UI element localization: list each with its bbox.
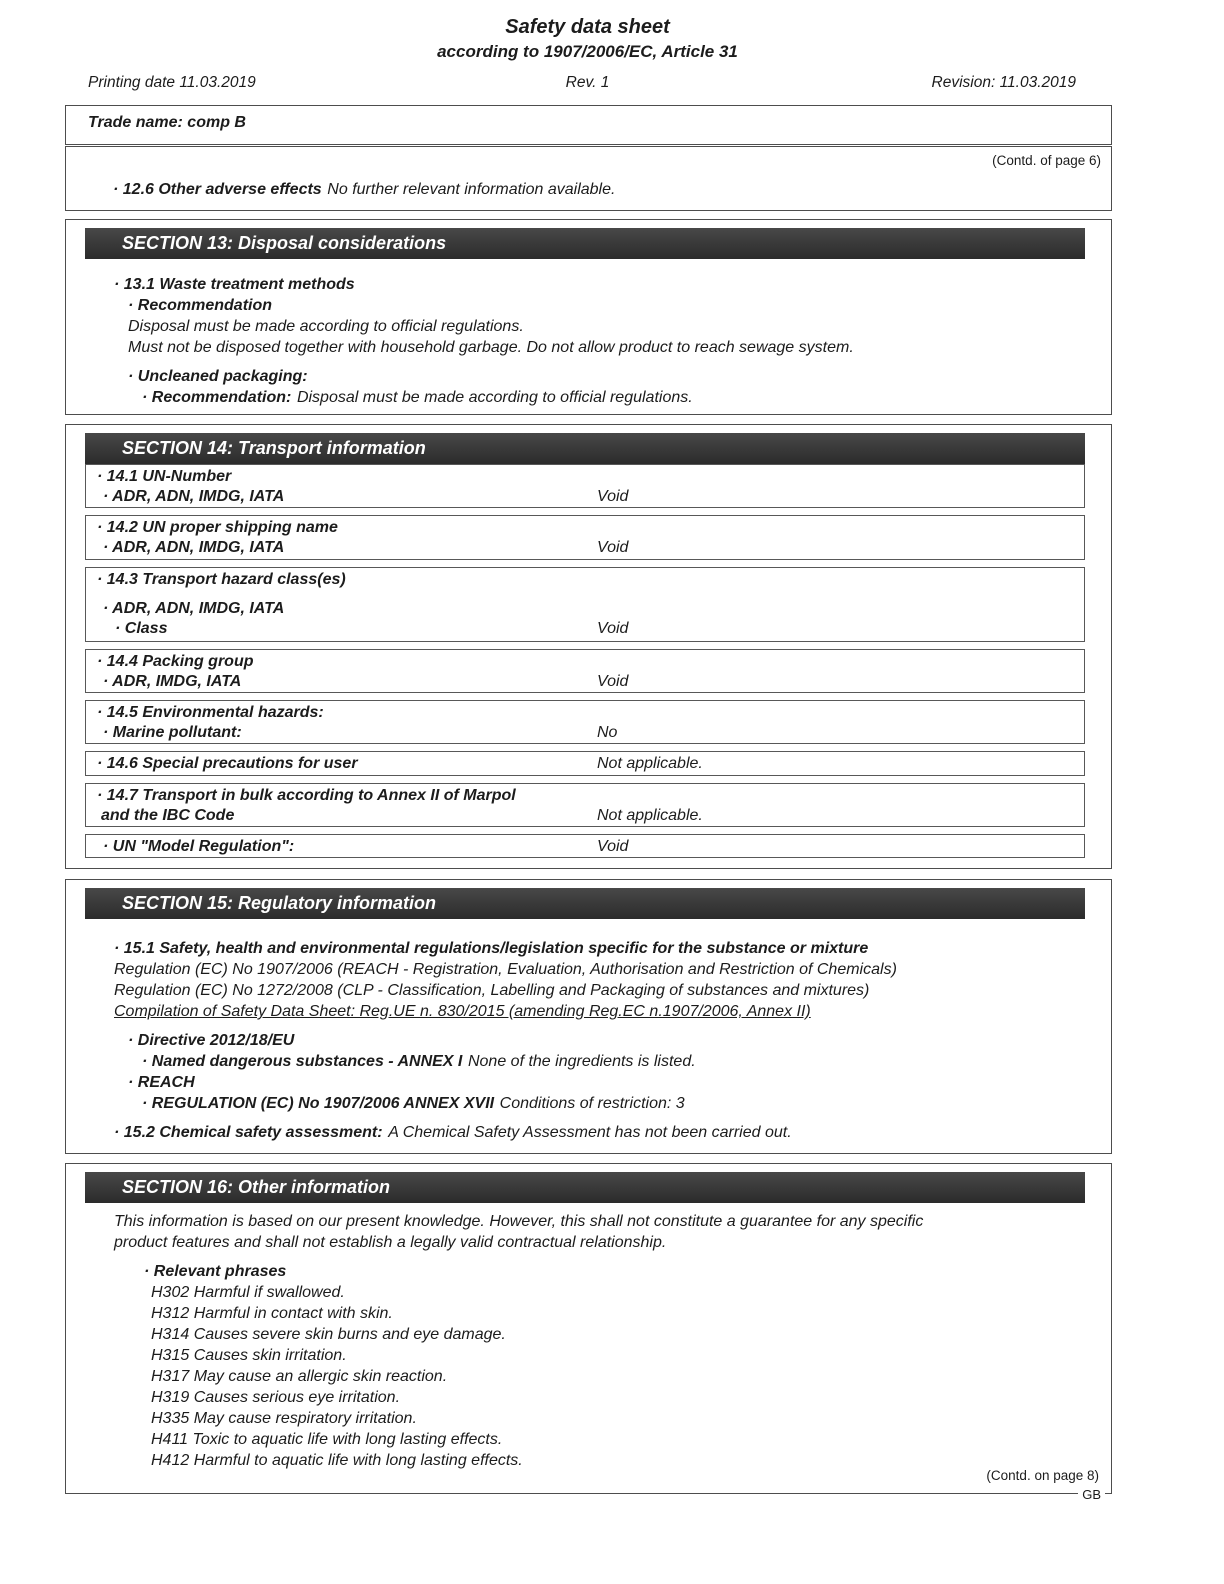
line-named-dangerous-label: · Named dangerous substances - ANNEX I — [142, 1053, 463, 1070]
line-disposal: Disposal must be made according to official regulations. — [128, 318, 524, 335]
line-annex-xvii — [66, 1093, 1111, 1114]
line-directive: · Directive 2012/18/EU — [128, 1032, 295, 1049]
h-phrase-h315: H315 Causes skin irritation. — [151, 1347, 347, 1364]
line-13-1: · 13.1 Waste treatment methods — [114, 276, 355, 293]
line-reach: · REACH — [128, 1074, 195, 1091]
row-14-4-value: Void — [597, 673, 629, 690]
row-14-4-sub-label: · ADR, IMDG, IATA — [103, 673, 242, 690]
section-15-title: SECTION 15: Regulatory information — [122, 893, 437, 913]
row-14-7 — [85, 783, 1085, 827]
section-13-header — [85, 228, 1085, 259]
row-un-model-regulation-value: Void — [597, 838, 629, 855]
row-14-6 — [85, 751, 1085, 776]
line-household: Must not be disposed together with household garbage. Do not allow product to reach sewage system. — [128, 339, 854, 356]
row-14-1-value: Void — [597, 488, 629, 505]
row-14-1-heading: · 14.1 UN-Number — [97, 468, 232, 485]
row-14-3-class-label: · Class — [115, 620, 168, 637]
row-14-3-class — [86, 619, 1084, 639]
contd-note-bottom: (Contd. on page 8) — [986, 1468, 1099, 1483]
section-14-title: SECTION 14: Transport information — [122, 438, 426, 458]
row-14-2-sub-label: · ADR, ADN, IMDG, IATA — [103, 539, 285, 556]
rev-number: Rev. 1 — [565, 74, 610, 91]
row-14-5-heading: · 14.5 Environmental hazards: — [97, 704, 324, 721]
row-un-model-regulation — [85, 834, 1085, 858]
line-clp-regulation: Regulation (EC) No 1272/2008 (CLP - Classification, Labelling and Packaging of substances and mixtures) — [114, 982, 870, 999]
contd-note-top: (Contd. of page 6) — [992, 153, 1101, 168]
continuation-box — [65, 146, 1112, 211]
row-14-5 — [85, 700, 1085, 744]
h-phrase-h411: H411 Toxic to aquatic life with long lasting effects. — [151, 1431, 503, 1448]
row-14-5-value: No — [597, 724, 618, 741]
disclaimer-line-1: This information is based on our present knowledge. However, this shall not constitute a guarantee for any specific — [114, 1213, 924, 1230]
h-phrase-h314: H314 Causes severe skin burns and eye damage. — [151, 1326, 506, 1343]
line-uncleaned-packaging: · Uncleaned packaging: — [128, 368, 308, 385]
h-phrase-h319: H319 Causes serious eye irritation. — [151, 1389, 401, 1406]
line-recommendation: · Recommendation — [128, 297, 273, 314]
row-14-3-heading: · 14.3 Transport hazard class(es) — [97, 571, 346, 588]
section-16-header — [85, 1172, 1085, 1203]
section-16-title: SECTION 16: Other information — [122, 1177, 391, 1197]
row-14-7-heading: · 14.7 Transport in bulk according to Annex II of Marpol — [97, 787, 516, 804]
row-14-1-sub-label: · ADR, ADN, IMDG, IATA — [103, 488, 285, 505]
line-compilation-text: Compilation of Safety Data Sheet: Reg.UE n. 830/2015 (amending Reg.EC n.1907/2006, Annex II) — [114, 1003, 811, 1020]
row-un-model-regulation-label: · UN "Model Regulation": — [103, 838, 295, 855]
line-12-6-text: No further relevant information available. — [327, 181, 616, 198]
line-15-2 — [66, 1122, 1111, 1143]
country-code: GB — [1078, 1487, 1105, 1502]
line-15-1: · 15.1 Safety, health and environmental regulations/legislation specific for the substance or mixture — [114, 940, 869, 957]
row-14-4-sub — [86, 672, 1084, 692]
h-phrase-h317: H317 May cause an allergic skin reaction. — [151, 1368, 448, 1385]
printing-date: Printing date 11.03.2019 — [88, 74, 256, 91]
row-14-2 — [85, 515, 1085, 560]
row-14-5-sub-label: · Marine pollutant: — [103, 724, 242, 741]
line-15-2-text: A Chemical Safety Assessment has not been carried out. — [388, 1124, 792, 1141]
line-15-2-label: · 15.2 Chemical safety assessment: — [114, 1124, 383, 1141]
line-compilation — [66, 1001, 1111, 1022]
section-15-header — [85, 888, 1085, 919]
line-uncleaned-recommendation — [66, 387, 1111, 408]
doc-title: Safety data sheet — [505, 16, 670, 38]
row-14-2-sub — [86, 538, 1084, 558]
line-12-6 — [113, 179, 615, 200]
doc-subtitle: according to 1907/2006/EC, Article 31 — [437, 42, 738, 61]
line-named-dangerous — [66, 1051, 1111, 1072]
doc-header — [65, 14, 1110, 64]
row-14-7-value: Not applicable. — [597, 807, 703, 824]
row-14-2-heading: · 14.2 UN proper shipping name — [97, 519, 338, 536]
line-annex-xvii-label: · REGULATION (EC) No 1907/2006 ANNEX XVII — [142, 1095, 495, 1112]
line-12-6-label: · 12.6 Other adverse effects — [113, 181, 322, 198]
row-14-4-heading: · 14.4 Packing group — [97, 653, 254, 670]
row-14-6-value: Not applicable. — [597, 755, 703, 772]
line-named-dangerous-text: None of the ingredients is listed. — [467, 1053, 696, 1070]
h-phrase-h302: H302 Harmful if swallowed. — [151, 1284, 345, 1301]
disclaimer-line-2: product features and shall not establish a legally valid contractual relationship. — [114, 1234, 667, 1251]
line-uncleaned-recommendation-label: · Recommendation: — [142, 389, 292, 406]
row-14-4 — [85, 649, 1085, 693]
row-14-7-sub-label: and the IBC Code — [101, 807, 235, 824]
row-14-3 — [85, 567, 1085, 642]
line-uncleaned-recommendation-text: Disposal must be made according to official regulations. — [296, 389, 693, 406]
section-16 — [65, 1163, 1112, 1502]
row-un-model-regulation-heading — [86, 837, 1084, 857]
row-14-3-sub: · ADR, ADN, IMDG, IATA — [103, 600, 285, 617]
h-phrase-h312: H312 Harmful in contact with skin. — [151, 1305, 393, 1322]
row-14-6-heading — [86, 754, 1084, 774]
h-phrase-h335: H335 May cause respiratory irritation. — [151, 1410, 417, 1427]
section-13-title: SECTION 13: Disposal considerations — [122, 233, 447, 253]
section-14 — [65, 424, 1112, 869]
row-14-7-sub — [86, 806, 1084, 826]
line-reach-regulation: Regulation (EC) No 1907/2006 (REACH - Registration, Evaluation, Authorisation and Restriction of Chemicals) — [114, 961, 897, 978]
trade-name: Trade name: comp B — [88, 114, 246, 131]
row-14-1-sub — [86, 487, 1084, 507]
revision-date: Revision: 11.03.2019 — [931, 74, 1076, 91]
row-14-2-value: Void — [597, 539, 629, 556]
section-13 — [65, 219, 1112, 415]
h-phrase-h412: H412 Harmful to aquatic life with long lasting effects. — [151, 1452, 523, 1469]
row-14-3-value: Void — [597, 620, 629, 637]
relevant-phrases-label: · Relevant phrases — [144, 1263, 287, 1280]
row-14-6-label: · 14.6 Special precautions for user — [97, 755, 358, 772]
row-14-5-sub — [86, 723, 1084, 743]
line-annex-xvii-text: Conditions of restriction: 3 — [499, 1095, 685, 1112]
row-14-1 — [85, 464, 1085, 508]
trade-name-box — [65, 105, 1112, 145]
section-14-header — [85, 433, 1085, 464]
section-15 — [65, 879, 1112, 1154]
